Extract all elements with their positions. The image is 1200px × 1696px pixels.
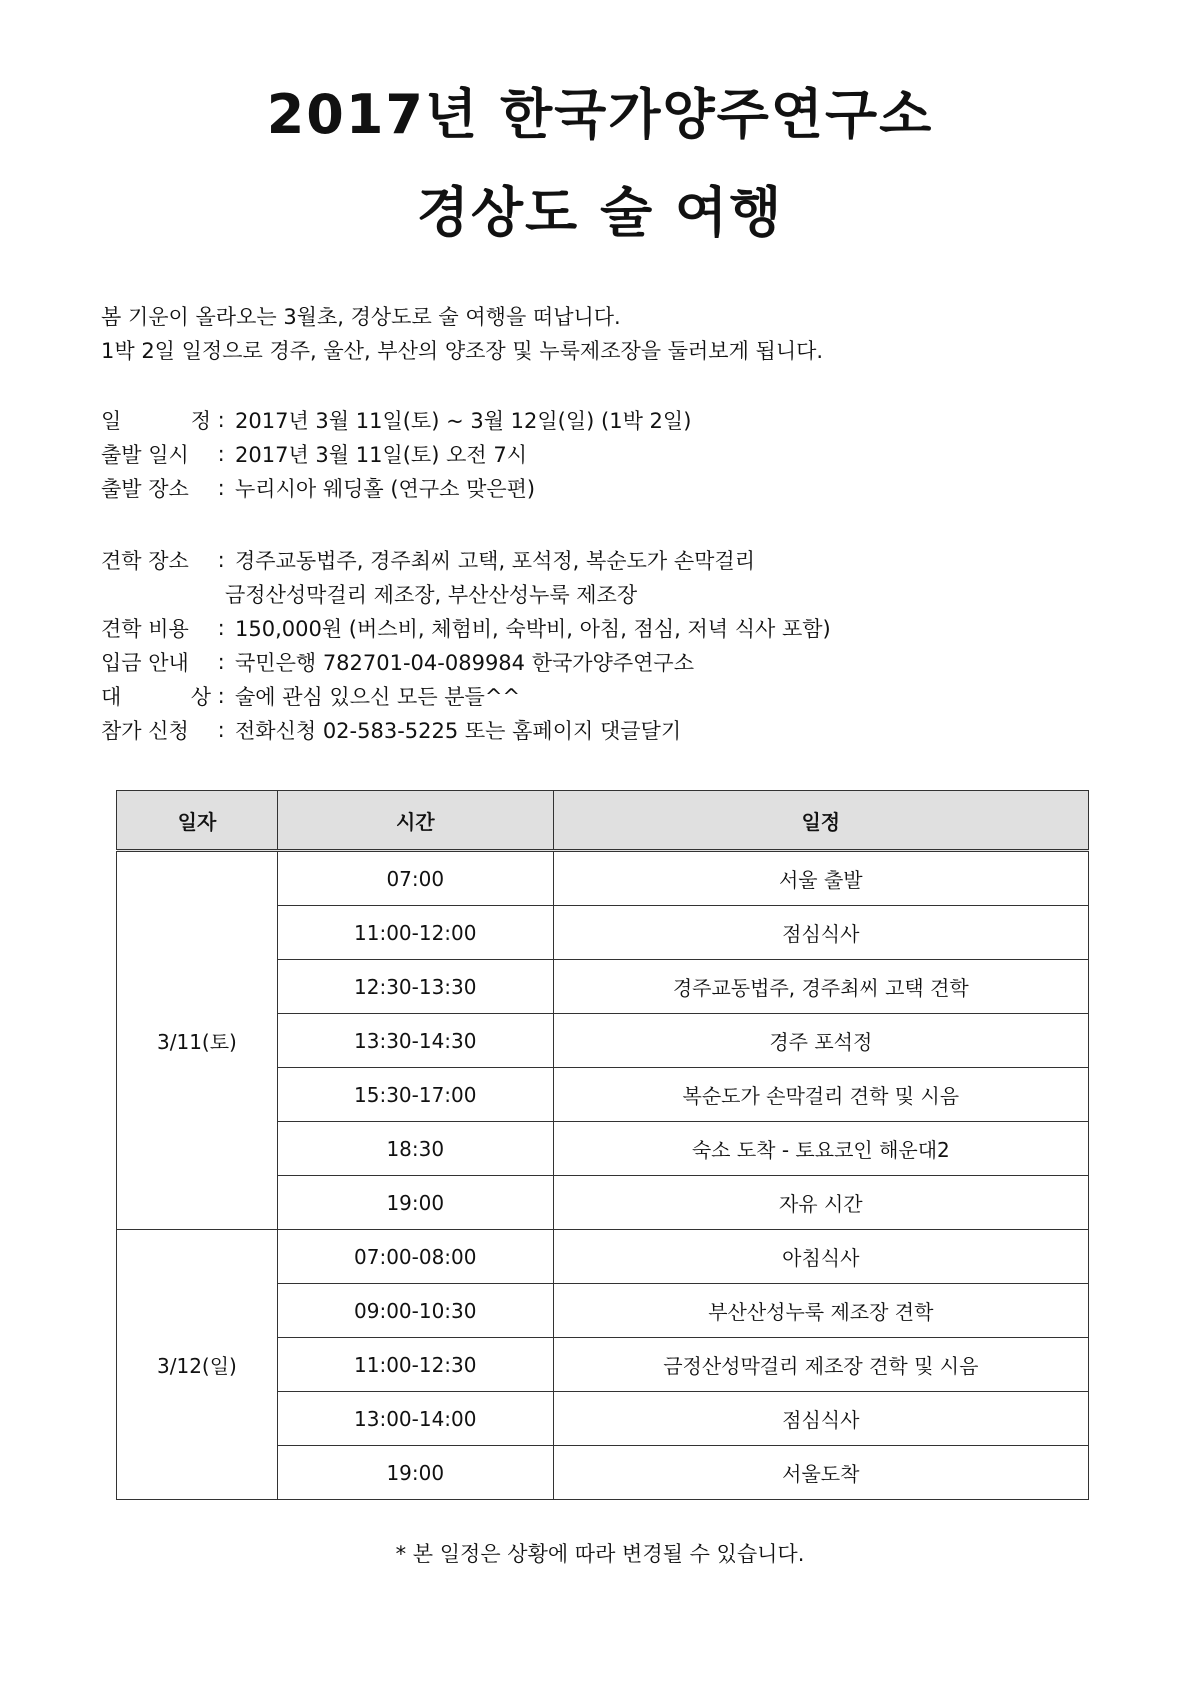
- info-row-departure-place: 출발 장소 : 누리시아 웨딩홀 (연구소 맞은편): [101, 471, 691, 505]
- trip-info-basic: [101, 403, 691, 505]
- intro-text: [101, 300, 823, 368]
- time-cell: 09:00-10:30: [277, 1284, 553, 1338]
- time-cell: 11:00-12:00: [277, 906, 553, 960]
- time-cell: 18:30: [277, 1122, 553, 1176]
- info-value-departure-time: 2017년 3월 11일(토) 오전 7시: [235, 443, 527, 467]
- plan-cell: 경주교동법주, 경주최씨 고택 견학: [553, 960, 1088, 1014]
- info-value-deposit: 국민은행 782701-04-089984 한국가양주연구소: [235, 651, 694, 675]
- day-cell: 3/11(토): [117, 851, 278, 1230]
- info-row-visit-places: 견학 장소 : 경주교동법주, 경주최씨 고택, 포석정, 복순도가 손막걸리: [101, 543, 831, 577]
- info-value-schedule: 2017년 3월 11일(토) ~ 3월 12일(일) (1박 2일): [235, 409, 692, 433]
- time-cell: 19:00: [277, 1176, 553, 1230]
- time-cell: 13:30-14:30: [277, 1014, 553, 1068]
- info-row-visit-places-cont: [101, 577, 831, 611]
- info-label-departure-time: 출발 일시: [101, 443, 189, 467]
- info-value-departure-place: 누리시아 웨딩홀 (연구소 맞은편): [235, 477, 536, 501]
- time-cell: 13:00-14:00: [277, 1392, 553, 1446]
- info-row-deposit: 입금 안내 : 국민은행 782701-04-089984 한국가양주연구소: [101, 645, 831, 679]
- intro-line-1: 봄 기운이 올라오는 3월초, 경상도로 술 여행을 떠납니다.: [101, 305, 621, 329]
- plan-cell: 경주 포석정: [553, 1014, 1088, 1068]
- schedule-table: [116, 790, 1089, 1500]
- header-plan: 일정: [553, 791, 1088, 851]
- page-subtitle: 경상도 술 여행: [416, 181, 784, 244]
- table-row: [117, 1230, 1089, 1284]
- plan-cell: 자유 시간: [553, 1176, 1088, 1230]
- plan-cell: 금정산성막걸리 제조장 견학 및 시음: [553, 1338, 1088, 1392]
- info-value-target: 술에 관심 있으신 모든 분들^^: [235, 685, 521, 709]
- time-cell: 15:30-17:00: [277, 1068, 553, 1122]
- info-row-schedule: 일 정 : 2017년 3월 11일(토) ~ 3월 12일(일) (1박 2일): [101, 403, 691, 437]
- header-date: 일자: [117, 791, 278, 851]
- table-row: [117, 851, 1089, 906]
- info-row-target: 대 상 : 술에 관심 있으신 모든 분들^^: [101, 679, 831, 713]
- header-time: 시간: [277, 791, 553, 851]
- time-cell: 07:00: [277, 851, 553, 906]
- trip-info-details: [101, 543, 831, 747]
- plan-cell: 점심식사: [553, 906, 1088, 960]
- info-value-visit-places: 경주교동법주, 경주최씨 고택, 포석정, 복순도가 손막걸리: [235, 549, 755, 573]
- info-value-cost: 150,000원 (버스비, 체험비, 숙박비, 아침, 점심, 저녁 식사 포함): [235, 617, 831, 641]
- plan-cell: 서울 출발: [553, 851, 1088, 906]
- plan-cell: 숙소 도착 - 토요코인 해운대2: [553, 1122, 1088, 1176]
- info-label-target: 대 상: [101, 685, 211, 709]
- intro-line-2: 1박 2일 일정으로 경주, 울산, 부산의 양조장 및 누룩제조장을 둘러보게 됩니다.: [101, 339, 824, 363]
- info-label-cost: 견학 비용: [101, 617, 189, 641]
- plan-cell: 복순도가 손막걸리 견학 및 시음: [553, 1068, 1088, 1122]
- plan-cell: 점심식사: [553, 1392, 1088, 1446]
- info-row-departure-time: 출발 일시 : 2017년 3월 11일(토) 오전 7시: [101, 437, 691, 471]
- info-label-visit-places: 견학 장소: [101, 549, 189, 573]
- info-label-apply: 참가 신청: [101, 719, 189, 743]
- info-row-apply: 참가 신청 : 전화신청 02-583-5225 또는 홈페이지 댓글달기: [101, 713, 831, 747]
- info-row-cost: 견학 비용 : 150,000원 (버스비, 체험비, 숙박비, 아침, 점심, 저녁 식사 포함): [101, 611, 831, 645]
- page-title: 2017년 한국가양주연구소: [266, 83, 934, 146]
- plan-cell: 아침식사: [553, 1230, 1088, 1284]
- time-cell: 19:00: [277, 1446, 553, 1500]
- table-header-row: [117, 791, 1089, 851]
- plan-cell: 서울도착: [553, 1446, 1088, 1500]
- info-value-apply: 전화신청 02-583-5225 또는 홈페이지 댓글달기: [235, 719, 682, 743]
- time-cell: 07:00-08:00: [277, 1230, 553, 1284]
- time-cell: 12:30-13:30: [277, 960, 553, 1014]
- time-cell: 11:00-12:30: [277, 1338, 553, 1392]
- day-cell: 3/12(일): [117, 1230, 278, 1500]
- plan-cell: 부산산성누룩 제조장 견학: [553, 1284, 1088, 1338]
- info-value-visit-places-2: 금정산성막걸리 제조장, 부산산성누룩 제조장: [225, 583, 638, 607]
- info-label-departure-place: 출발 장소: [101, 477, 189, 501]
- info-label-schedule: 일 정: [101, 409, 211, 433]
- schedule-note: * 본 일정은 상황에 따라 변경될 수 있습니다.: [395, 1542, 805, 1566]
- info-label-deposit: 입금 안내: [101, 651, 189, 675]
